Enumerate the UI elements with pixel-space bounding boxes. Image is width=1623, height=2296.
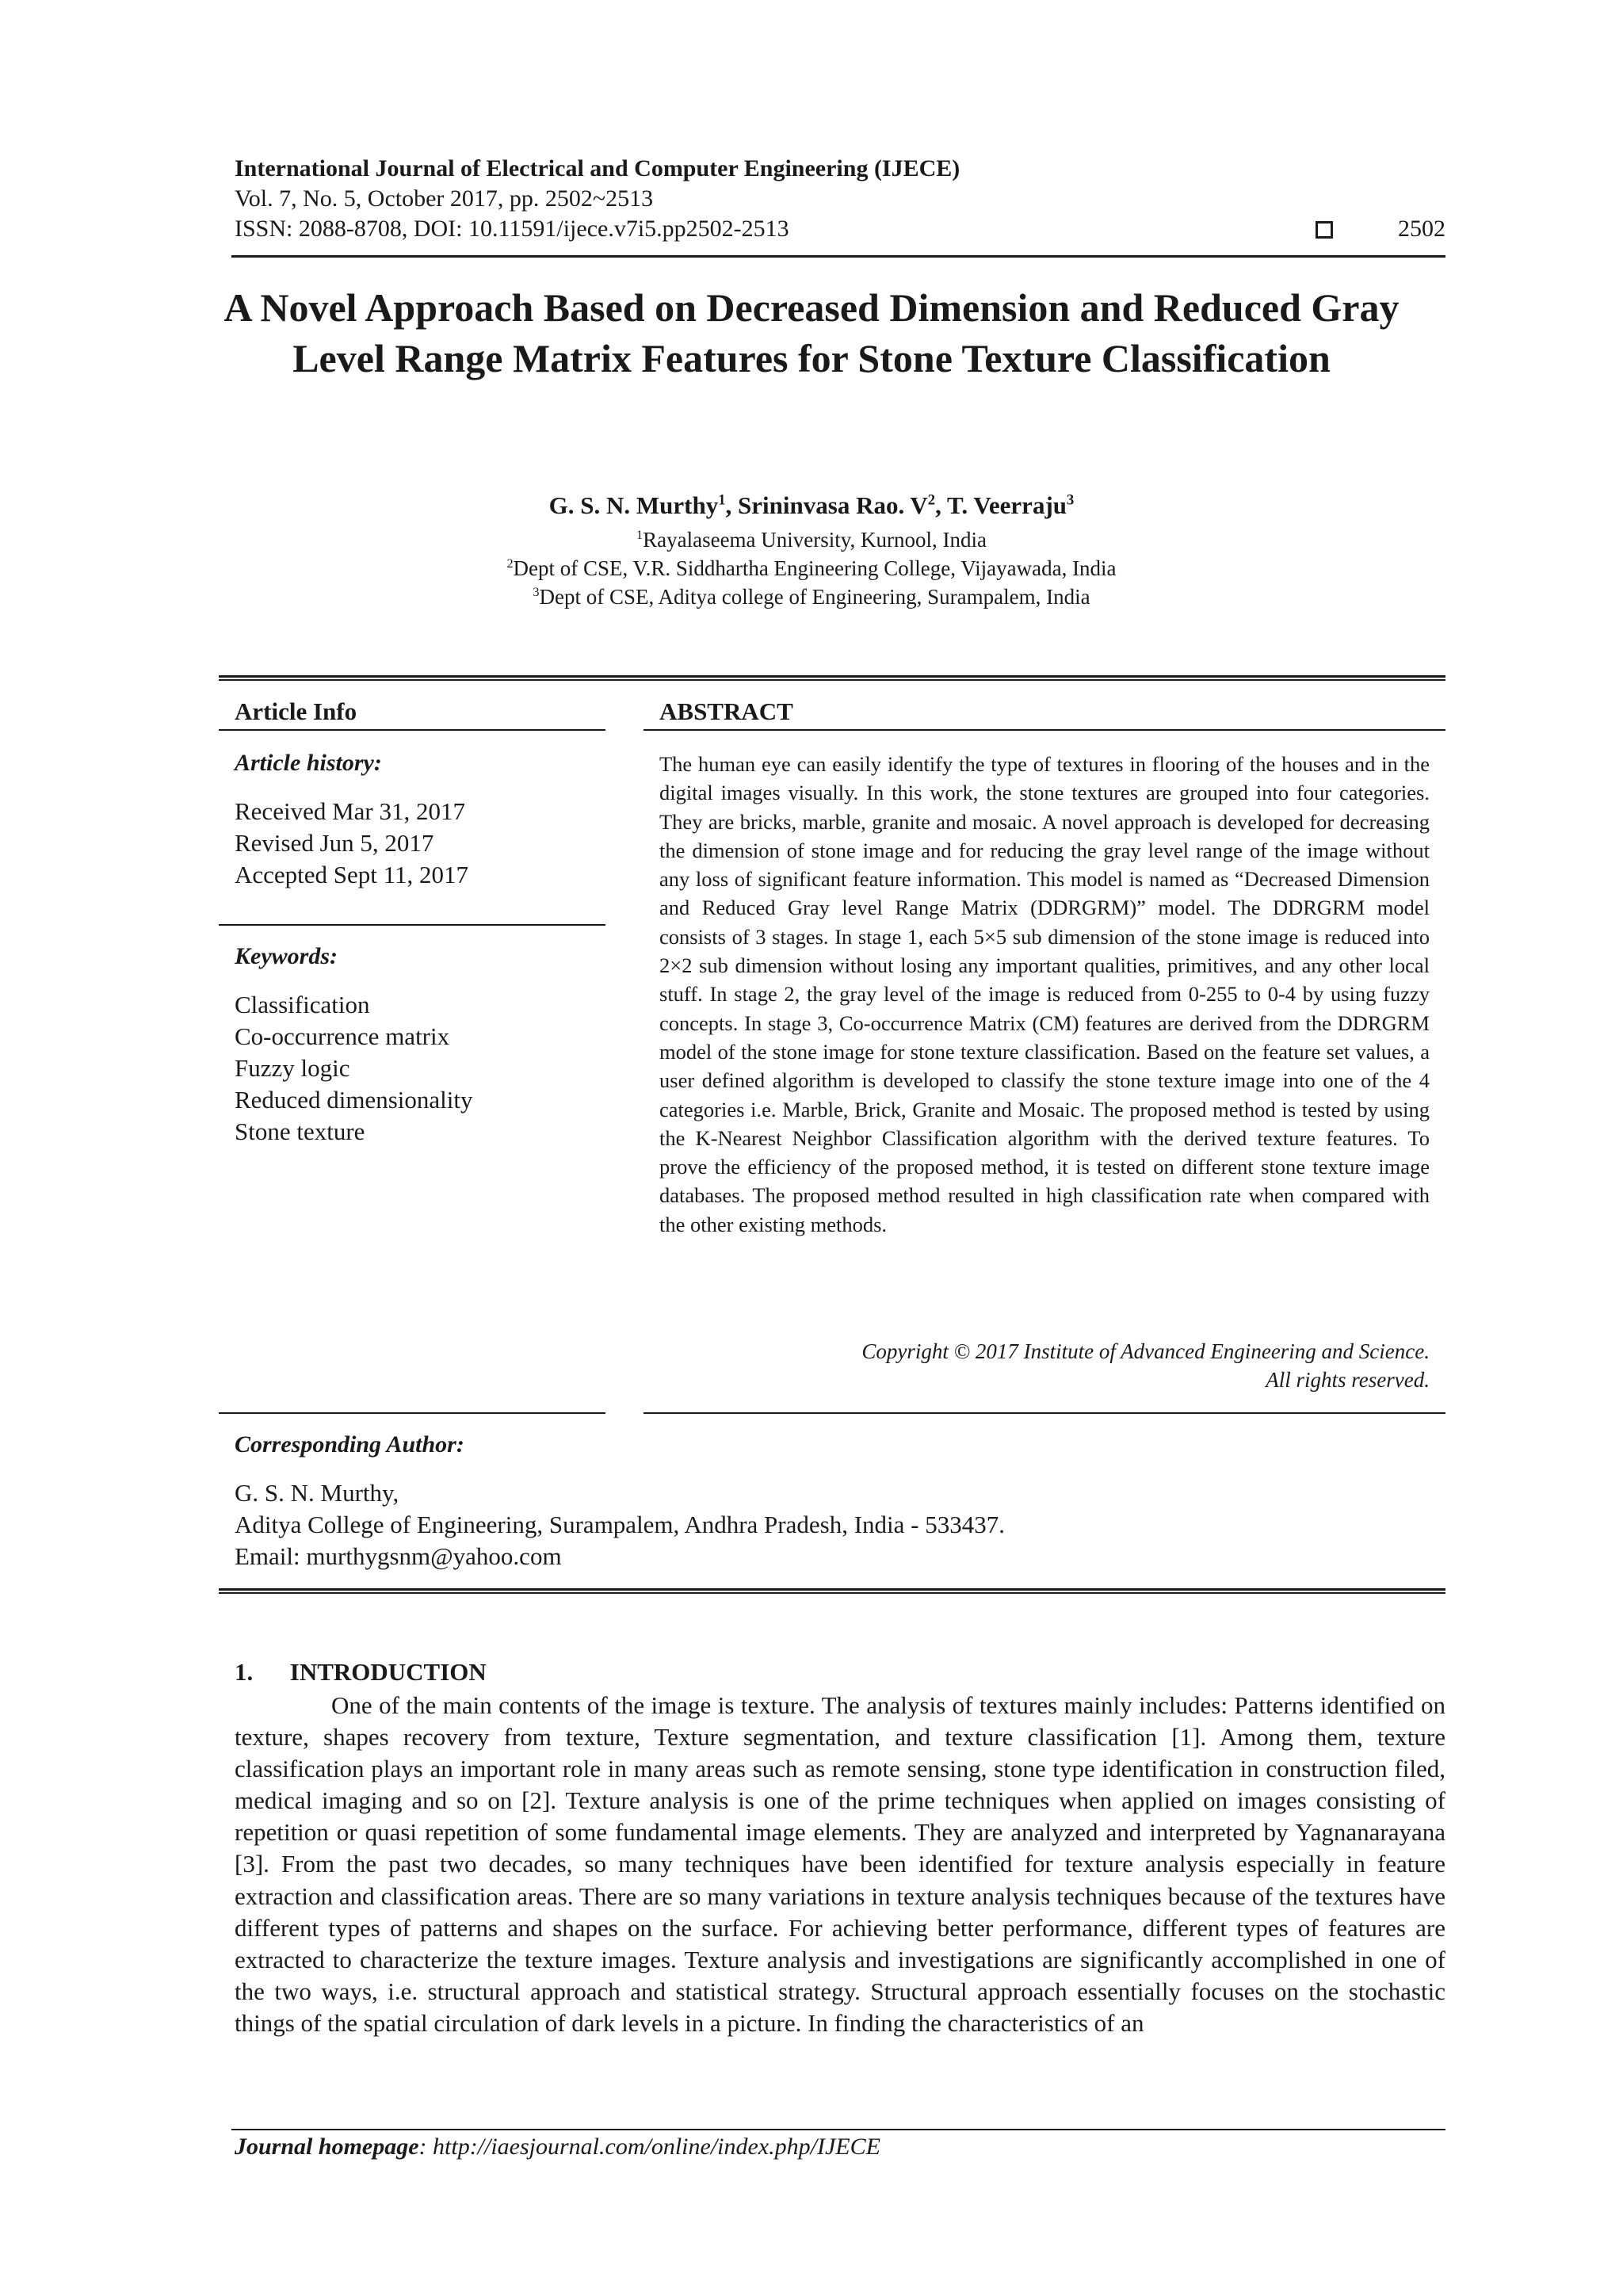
affiliation-text: Rayalaseema University, Kurnool, India — [643, 528, 987, 552]
author-sup: 1 — [718, 491, 726, 509]
author-list — [178, 491, 1445, 520]
page-number: 2502 — [1398, 216, 1445, 242]
corresponding-author-email[interactable]: Email: murthygsnm@yahoo.com — [235, 1542, 562, 1570]
author-sep: , — [935, 491, 948, 519]
history-received: Received Mar 31, 2017 — [235, 797, 465, 825]
section-heading-text: 1. INTRODUCTION — [235, 1658, 487, 1686]
article-history — [235, 796, 468, 891]
corresponding-author-address: Aditya College of Engineering, Surampalem, Andhra Pradesh, India - 533437. — [235, 1511, 1005, 1538]
affiliation-text: Dept of CSE, Aditya college of Engineering, Surampalem, India — [539, 585, 1090, 609]
author-name: Srininvasa Rao. V — [738, 491, 928, 519]
article-info-heading: Article Info — [235, 697, 357, 725]
affiliation — [178, 556, 1445, 581]
affiliation-sup: 2 — [506, 556, 514, 571]
keyword: Co-occurrence matrix — [235, 1022, 450, 1050]
corresponding-author-heading: Corresponding Author: — [235, 1431, 464, 1457]
corresponding-author-name: G. S. N. Murthy, — [235, 1479, 399, 1507]
journal-name: International Journal of Electrical and Computer Engineering (IJECE) — [235, 155, 960, 181]
info-top-rule — [219, 675, 1445, 681]
keywords-rule — [219, 924, 605, 926]
journal-homepage[interactable] — [235, 2134, 880, 2160]
abstract-heading: ABSTRACT — [659, 697, 793, 725]
journal-issn: ISSN: 2088-8708, DOI: 10.11591/ijece.v7i5.pp2502-2513 — [235, 216, 789, 242]
author-sup: 2 — [927, 491, 936, 509]
journal-volume: Vol. 7, No. 5, October 2017, pp. 2502~2513 — [235, 185, 654, 212]
keyword: Reduced dimensionality — [235, 1086, 473, 1114]
abstract-bottom-rule — [643, 1412, 1445, 1414]
footer-url[interactable]: : http://iaesjournal.com/online/index.php/IJECE — [418, 2134, 880, 2160]
keyword: Stone texture — [235, 1117, 365, 1145]
introduction-text: One of the main contents of the image is texture. The analysis of textures mainly includes: Patterns identified on texture, shapes recovery from texture, Texture segmentation, and texture classification [1]. Among them, texture classification plays an important role in many areas such as remote sensing, stone type identification in construction filed, medical imaging and so on [2]. Texture analysis is one of the prime techniques when applied on images consisting of repetition or quasi repetition of some fundamental image elements. They are analyzed and interpreted by Yagnanarayana [3]. From the past two decades, so many techniques have been identified for texture analysis especially in feature extraction and classification areas. There are so many variations in texture analysis techniques because of the textures have different types of patterns and shapes on the surface. For achieving better performance, different types of features are extracted to characterize the texture images. Texture analysis and investigations are significantly accomplished in one of the two ways, i.e. structural approach and statistical strategy. Structural approach essentially focuses on the stochastic things of the spatial circulation of dark levels in a picture. In finding the characteristics of an — [235, 1691, 1445, 2037]
copyright-notice — [659, 1337, 1430, 1394]
square-bullet-icon — [1316, 221, 1333, 239]
affiliation-sup: 3 — [533, 585, 540, 599]
affiliation-text: Dept of CSE, V.R. Siddhartha Engineering College, Vijayawada, India — [513, 556, 1117, 580]
article-info-bottom-rule — [219, 1412, 605, 1414]
article-history-heading: Article history: — [235, 750, 382, 776]
author-sup: 3 — [1067, 491, 1075, 509]
footer-label: Journal homepage — [235, 2134, 419, 2160]
corresponding-author-details — [235, 1477, 1005, 1572]
copyright-line: Copyright © 2017 Institute of Advanced Engineering and Science. — [861, 1339, 1430, 1363]
abstract-rule — [643, 729, 1445, 731]
affiliation — [178, 585, 1445, 609]
history-revised: Revised Jun 5, 2017 — [235, 829, 434, 857]
keyword-list — [235, 989, 472, 1148]
history-accepted: Accepted Sept 11, 2017 — [235, 861, 468, 888]
header-rule — [231, 255, 1445, 258]
author-sep: , — [725, 491, 739, 519]
rights-line: All rights reserved. — [1266, 1368, 1430, 1392]
corresponding-author-rule — [219, 1588, 1445, 1594]
article-info-rule — [219, 729, 605, 731]
paper-title: A Novel Approach Based on Decreased Dimension and Reduced Gray Level Range Matrix Features for Stone Texture Classification — [223, 285, 1400, 380]
author-name: G. S. N. Murthy — [548, 491, 719, 519]
affiliation-sup: 1 — [636, 528, 643, 542]
section-heading — [235, 1658, 487, 1687]
author-name: T. Veerraju — [947, 491, 1067, 519]
keywords-heading: Keywords: — [235, 943, 338, 969]
footer-rule — [231, 2129, 1445, 2130]
keyword: Classification — [235, 991, 370, 1018]
affiliation — [178, 528, 1445, 552]
abstract-text: The human eye can easily identify the type of textures in flooring of the houses and in the digital images visually. In this work, the stone textures are grouped into four categories. They are bricks, marble, granite and mosaic. A novel approach is developed for decreasing the dimension of stone image and for reducing the gray level range of the image without any loss of significant feature information. This model is named as “Decreased Dimension and Reduced Gray level Range Matrix (DDRGRM)” model. The DDRGRM model consists of 3 stages. In stage 1, each 5×5 sub dimension of the stone image is reduced into 2×2 sub dimension without losing any important qualities, primitives, and any other local stuff. In stage 2, the gray level of the image is reduced from 0-255 to 0-4 by using fuzzy concepts. In stage 3, Co-occurrence Matrix (CM) features are derived from the DDRGRM model of the stone image for stone texture classification. Based on the feature set values, a user defined algorithm is developed to classify the stone texture image into one of the 4 categories i.e. Marble, Brick, Granite and Mosaic. The proposed method is tested by using the K-Nearest Neighbor Classification algorithm with the derived texture features. To prove the efficiency of the proposed method, it is tested on different stone texture image databases. The proposed method resulted in high classification rate when compared with the other existing methods. — [659, 752, 1430, 1236]
keyword: Fuzzy logic — [235, 1054, 350, 1082]
